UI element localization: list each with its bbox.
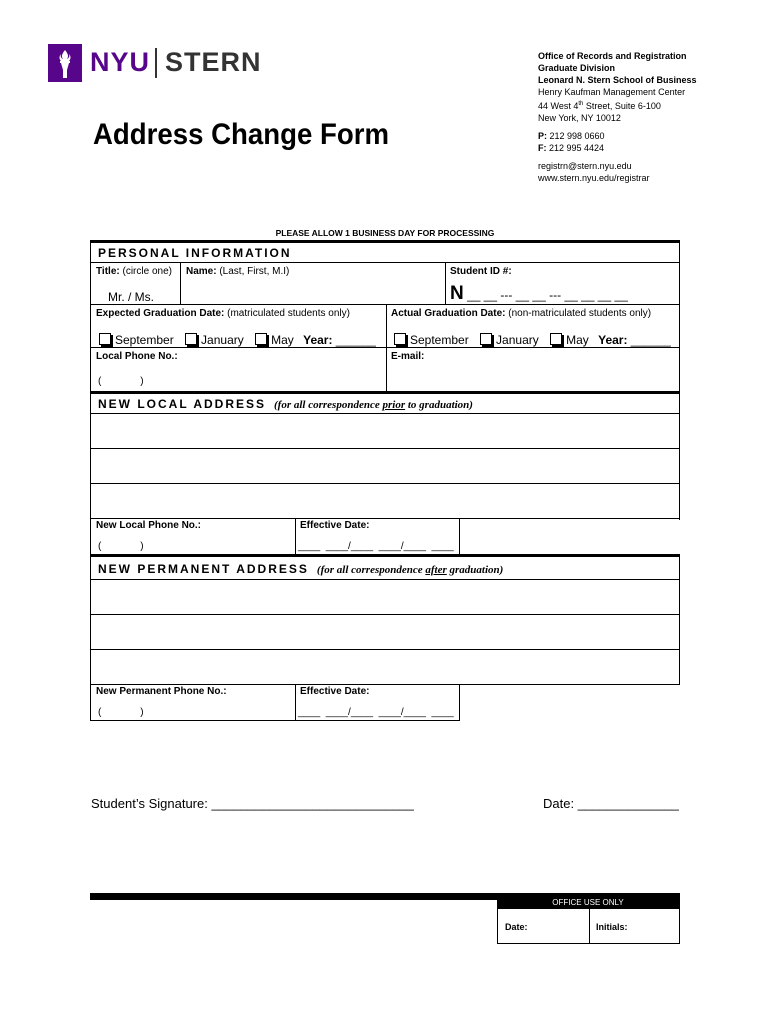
rule [90,554,680,557]
office-fax: F: 212 995 4424 [538,143,605,153]
address-line-2[interactable] [91,615,679,649]
rule [497,943,680,944]
checkbox-icon [394,333,406,345]
office-phone: P: 212 998 0660 [538,131,605,141]
email-label: E-mail: [391,351,425,362]
logo-stern-text: STERN [165,47,262,77]
local-phone-field[interactable]: ( ) [98,376,144,387]
title-options[interactable]: Mr. / Ms. [108,290,154,304]
rule [497,900,498,944]
office-line: Office of Records and Registration [538,51,687,61]
office-city: New York, NY 10012 [538,113,621,123]
checkbox-icon [99,333,111,345]
office-street: 44 West 4th Street, Suite 6-100 [538,101,661,111]
checkbox-january[interactable]: January [480,333,539,347]
address-line-2[interactable] [91,449,679,483]
office-contact-block [538,50,697,184]
office-line: Henry Kaufman Management Center [538,87,686,97]
office-initials-label: Initials: [596,922,628,932]
office-website: www.stern.nyu.edu/registrar [538,173,650,183]
address-line-3[interactable] [91,484,679,518]
checkbox-may[interactable]: May [550,333,589,347]
checkbox-may[interactable]: May [255,333,294,347]
year-field[interactable]: Year: ______ [598,333,671,347]
rule [445,262,446,305]
rule [90,720,460,721]
expected-graduation-options [99,333,376,347]
section-heading-personal: PERSONAL INFORMATION [98,246,292,260]
name-field[interactable] [182,280,444,304]
checkbox-icon [480,333,492,345]
effective-date-label: Effective Date: [300,686,370,697]
year-field[interactable]: Year: ______ [303,333,376,347]
address-line-3[interactable] [91,650,679,684]
student-id-field[interactable]: N __ __ --- __ __ --- __ __ __ __ [450,283,628,304]
checkbox-icon [185,333,197,345]
signature-field[interactable]: Student’s Signature: ____________________________ [91,796,414,811]
rule [295,518,296,555]
rule [90,518,680,519]
local-phone-label: Local Phone No.: [96,351,178,362]
rule [90,347,680,348]
processing-notice: PLEASE ALLOW 1 BUSINESS DAY FOR PROCESSING [275,228,495,238]
checkbox-icon [255,333,267,345]
section-heading-permanent: NEW PERMANENT ADDRESS (for all correspondence after graduation) [98,562,504,576]
rule [90,391,680,394]
rule [90,240,680,243]
office-line: Leonard N. Stern School of Business [538,75,697,85]
rule [90,240,91,392]
rule [180,262,181,305]
rule [679,554,680,685]
rule [295,684,296,721]
actual-graduation-options [394,333,671,347]
new-local-phone-label: New Local Phone No.: [96,520,202,531]
rule [90,304,680,305]
new-local-phone-field[interactable]: ( ) [98,541,144,552]
address-line-1[interactable] [91,580,679,614]
effective-date-field[interactable]: ____ ____/____ ____/____ ____ [298,541,454,552]
new-permanent-phone-label: New Permanent Phone No.: [96,686,227,697]
page-title: Address Change Form [93,118,389,151]
name-label: Name: (Last, First, M.I) [186,266,290,277]
address-line-1[interactable] [91,414,679,448]
nyu-torch-logo [48,44,82,82]
rule [679,900,680,944]
rule [679,240,680,392]
rule [459,518,460,555]
actual-graduation-label: Actual Graduation Date: (non-matriculated students only) [391,308,652,319]
office-date-label: Date: [505,922,528,932]
checkbox-september[interactable]: September [99,333,174,347]
rule [679,391,680,520]
effective-date-label: Effective Date: [300,520,370,531]
checkbox-january[interactable]: January [185,333,244,347]
expected-graduation-label: Expected Graduation Date: (matriculated students only) [96,308,350,319]
rule [589,909,590,944]
rule [90,262,680,263]
office-line: Graduate Division [538,63,616,73]
office-use-heading: OFFICE USE ONLY [497,897,679,909]
rule [386,304,387,392]
office-email: registrn@stern.nyu.edu [538,161,632,171]
effective-date-field[interactable]: ____ ____/____ ____/____ ____ [298,707,454,718]
checkbox-september[interactable]: September [394,333,469,347]
title-label: Title: (circle one) [96,266,172,277]
rule [459,684,460,721]
rule [90,684,680,685]
new-permanent-phone-field[interactable]: ( ) [98,707,144,718]
signature-date-field[interactable]: Date: ______________ [543,796,679,811]
logo-divider [155,48,157,78]
section-heading-local: NEW LOCAL ADDRESS (for all correspondence prior to graduation) [98,397,473,411]
logo-nyu-text: NYU [90,47,151,77]
checkbox-icon [550,333,562,345]
email-field[interactable] [392,364,678,390]
student-id-label: Student ID #: [450,266,512,277]
